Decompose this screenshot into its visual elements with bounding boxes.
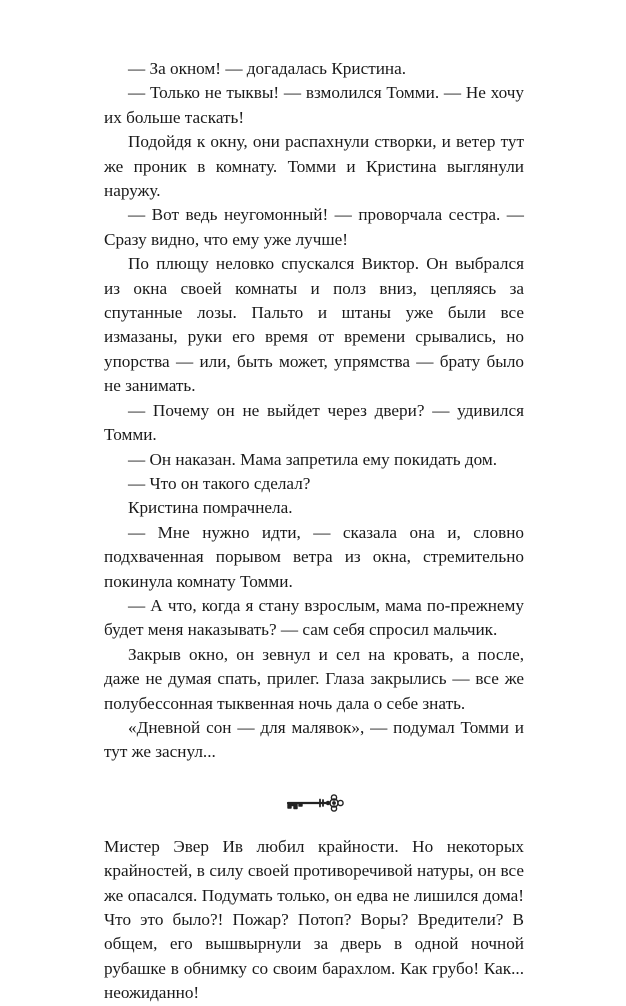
paragraph: — Почему он не выйдет через двери? — удивился Томми. xyxy=(104,400,524,445)
paragraph: — Вот ведь неугомонный! — проворчала сестра. — Сразу видно, что ему уже лучше! xyxy=(104,205,524,249)
paragraph: Закрыв окно, он зевнул и сел на кровать, а после, даже не думая спать, прилег. Глаза закрылись — все же полубессонная тыквенная ночь дала о себе знать. xyxy=(104,644,524,713)
paragraph: — А что, когда я стану взрослым, мама по-прежнему будет меня наказывать? — сам себя спросил мальчик. xyxy=(104,595,524,640)
paragraph: — Мне нужно идти, — сказала она и, словно подхваченная порывом ветра из окна, стремительно покинула комнату Томми. xyxy=(104,522,524,591)
paragraph: — Только не тыквы! — взмолился Томми. — Не хочу их больше таскать! xyxy=(104,83,524,127)
paragraph: — Он наказан. Мама запретила ему покидать дом. xyxy=(128,449,498,469)
paragraph: Подойдя к окну, они распахнули створки, и ветер тут же проник в комнату. Томми и Кристина выглянули наружу. xyxy=(104,132,524,201)
paragraph: Кристина помрачнела. xyxy=(128,498,293,518)
paragraph: — За окном! — догадалась Кристина. xyxy=(128,59,407,78)
section-two-paragraph: Мистер Эвер Ив любил крайности. Но некоторых крайностей, в силу своей противоречивой натуры, он все же опасался. Подумать только, он едва не лишился дома! Что это было?! Пожар? Потоп? Воры? Вредители? В общем, его вышвырнули за дверь в одной ночной рубашке в обнимку со своим барахлом. Как грубо! Как... неожиданно! xyxy=(104,836,524,1003)
section-divider xyxy=(104,771,524,835)
paragraph: «Дневной сон — для малявок», — подумал Томми и тут же заснул... xyxy=(104,717,524,762)
book-page xyxy=(104,57,524,1006)
paragraph: По плющу неловко спускался Виктор. Он выбрался из окна своей комнаты и полз вниз, цепляясь за спутанные лозы. Пальто и штаны уже были все измазаны, руки его время от времени срывались, но упорства — или, быть может, упрямства — брату было не занимать. xyxy=(104,254,524,396)
paragraph: — Что он такого сделал? xyxy=(128,473,311,493)
key-ornament-icon xyxy=(282,793,346,813)
